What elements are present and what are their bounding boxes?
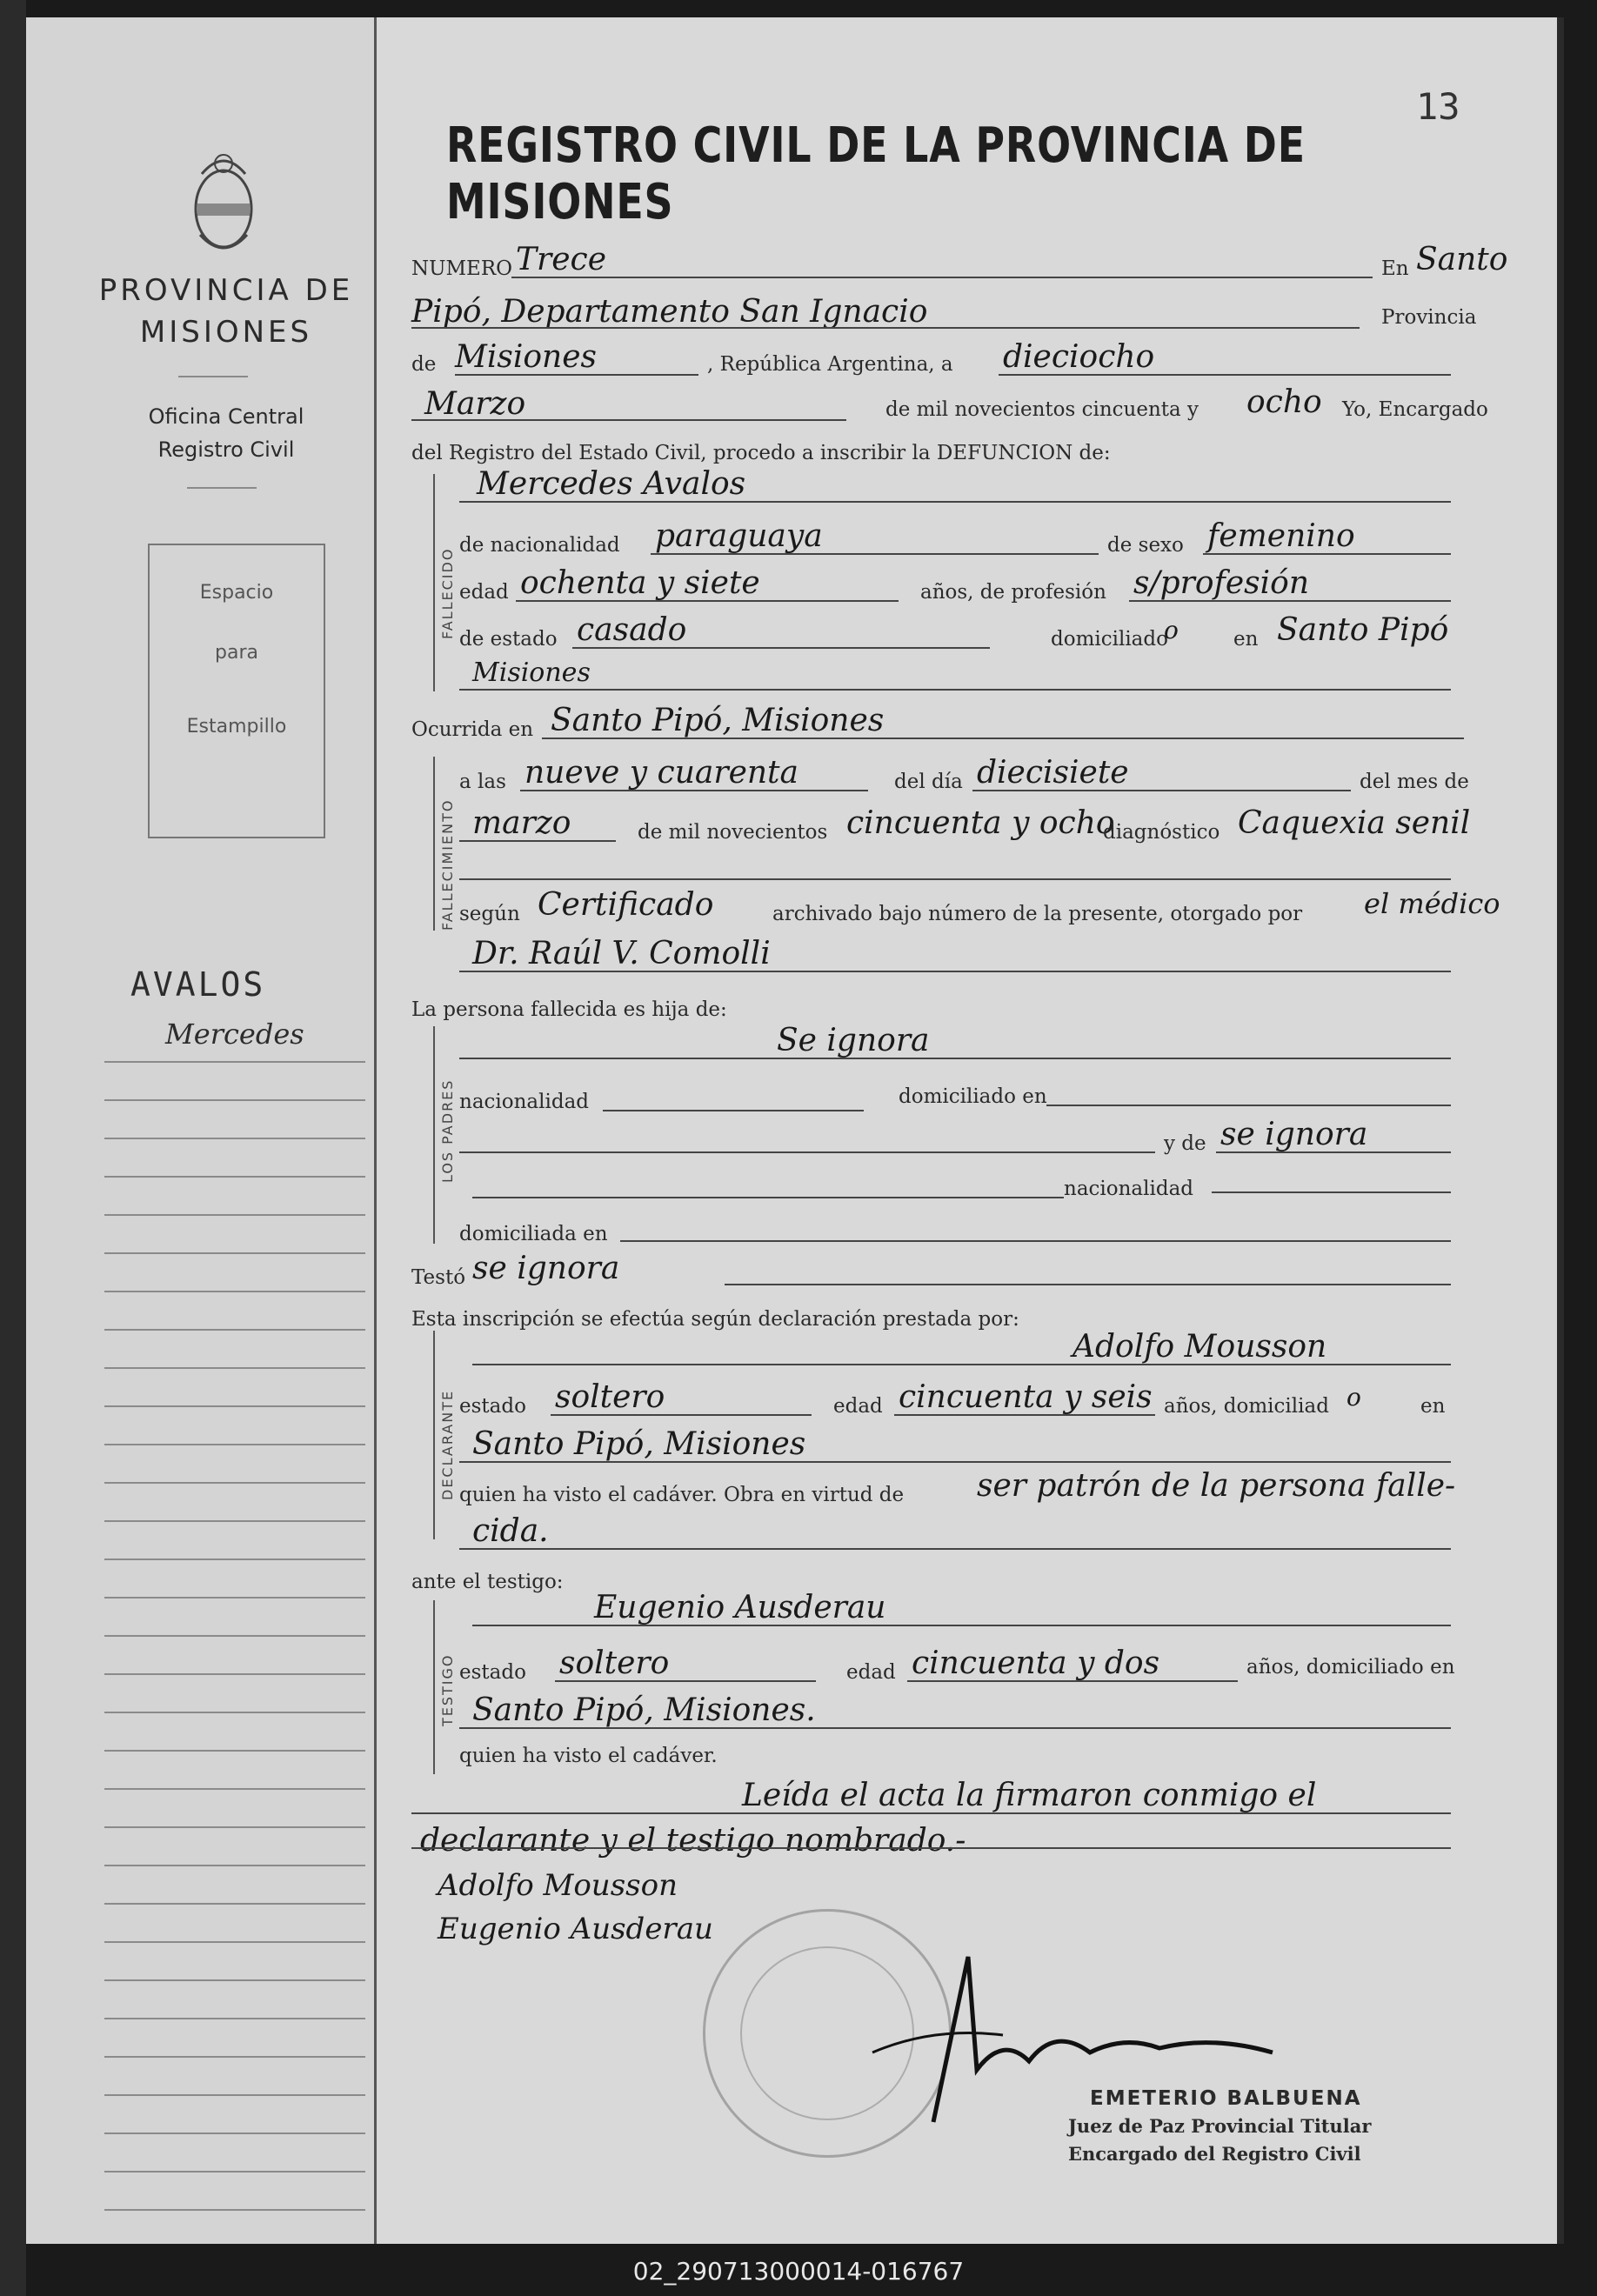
rule — [459, 1461, 1451, 1463]
rule — [1216, 1151, 1451, 1153]
intro-text: del Registro del Estado Civil, procedo a inscribir la DEFUNCION de: — [411, 442, 1111, 464]
margin-given-name: Mercedes — [165, 1018, 304, 1051]
profesion-label: años, de profesión — [920, 581, 1106, 604]
margin-ruled-line — [104, 1558, 365, 1560]
testigo-anios-label: años, domiciliado en — [1246, 1656, 1455, 1679]
declarante-edad-value: cincuenta y seis — [899, 1379, 1153, 1415]
office-line-2: Registro Civil — [157, 437, 295, 462]
declarante-signature: Adolfo Mousson — [438, 1868, 678, 1903]
rule — [516, 600, 899, 602]
stamp-label-3: Estampillo — [186, 716, 287, 738]
estado-value: casado — [577, 612, 687, 648]
margin-ruled-line — [104, 2171, 365, 2173]
segun-label: según — [459, 903, 520, 925]
rule — [411, 327, 1360, 329]
testigo-edad-label: edad — [846, 1661, 896, 1684]
place-value: Pipó, Departamento San Ignacio — [411, 294, 928, 330]
rule — [725, 1284, 1451, 1285]
margin-ruled-line — [104, 1712, 365, 1713]
year-value: ocho — [1246, 384, 1322, 420]
rule — [551, 1414, 812, 1416]
declarante-virtud: ser patrón de la persona falle- — [977, 1468, 1456, 1504]
margin-ruled-line — [104, 2018, 365, 2019]
yo-label: Yo, Encargado — [1342, 398, 1488, 421]
margin-ruled-line — [104, 1597, 365, 1599]
rule — [459, 1058, 1451, 1059]
rule — [894, 1414, 1155, 1416]
ocurrida-label: Ocurrida en — [411, 718, 534, 741]
declarante-intro: Esta inscripción se efectúa según declaración prestada por: — [411, 1308, 1019, 1331]
edad-value: ochenta y siete — [520, 565, 760, 601]
rule — [411, 1812, 1451, 1814]
declarante-name: Adolfo Mousson — [1072, 1329, 1327, 1365]
margin-ruled-line — [104, 2132, 365, 2134]
en-label: En — [1381, 257, 1409, 280]
medico-value: Dr. Raúl V. Comolli — [472, 936, 771, 971]
rule — [1203, 553, 1451, 555]
rule — [603, 1110, 864, 1111]
nacionalidad-label: de nacionalidad — [459, 534, 620, 557]
rule — [555, 1680, 816, 1682]
otorgado-value: el médico — [1364, 887, 1500, 920]
domiciliado-label: domiciliado — [1051, 628, 1168, 651]
left-margin-column — [26, 17, 377, 2244]
margin-ruled-line — [104, 1750, 365, 1752]
segun-value: Certificado — [538, 887, 714, 923]
margin-ruled-line — [104, 1903, 365, 1905]
margin-ruled-line — [104, 1291, 365, 1292]
testigo-intro: ante el testigo: — [411, 1571, 564, 1593]
mes-value: marzo — [472, 805, 571, 841]
margin-ruled-line — [104, 2094, 365, 2096]
province-line-2: MISIONES — [139, 315, 313, 350]
rule — [411, 419, 846, 421]
rule — [651, 553, 1099, 555]
madre-domiciliada-label: domiciliada en — [459, 1223, 608, 1245]
provincia-label: Provincia — [1381, 306, 1477, 329]
declarante-section-label: DECLARANTE — [439, 1389, 456, 1500]
testigo-signature: Eugenio Ausderau — [438, 1912, 713, 1946]
edad-label: edad — [459, 581, 509, 604]
hora-label: a las — [459, 771, 506, 793]
rule — [1046, 1105, 1451, 1106]
section-bracket — [433, 757, 435, 931]
republica-label: , República Argentina, a — [707, 353, 953, 376]
sexo-label: de sexo — [1107, 534, 1184, 557]
margin-ruled-line — [104, 1405, 365, 1407]
national-coat-of-arms-icon — [184, 139, 263, 261]
book-spine — [0, 0, 26, 2296]
stamp-label-2: para — [215, 642, 258, 664]
numero-label: NUMERO — [411, 257, 513, 280]
office-heading — [122, 400, 331, 466]
profesion-value: s/profesión — [1133, 565, 1310, 601]
margin-ruled-line — [104, 1176, 365, 1178]
rule — [459, 501, 1451, 503]
margin-ruled-line — [104, 1826, 365, 1828]
dia-value: diecisiete — [977, 755, 1129, 791]
rule — [459, 1727, 1451, 1729]
province-line-1: PROVINCIA DE — [98, 273, 354, 308]
domicilio-value: Santo Pipó — [1277, 612, 1449, 648]
rule — [455, 374, 698, 376]
margin-ruled-line — [104, 1252, 365, 1254]
margin-ruled-line — [104, 1099, 365, 1101]
domicilio-value-2: Misiones — [472, 657, 591, 688]
y-de-label: y de — [1164, 1132, 1206, 1155]
rule — [572, 647, 990, 649]
margin-ruled-line — [104, 1979, 365, 1981]
page-title: REGISTRO CIVIL DE LA PROVINCIA DE MISIONES — [446, 117, 1306, 230]
anio-value: cincuenta y ocho — [846, 805, 1115, 841]
closing-line-2: declarante y el testigo nombrado.- — [420, 1823, 966, 1859]
rule — [1212, 1191, 1451, 1193]
margin-surname: AVALOS — [130, 965, 266, 1004]
testo-value: se ignora — [472, 1251, 620, 1286]
nacionalidad-value: paraguaya — [655, 518, 823, 554]
archivado-label: archivado bajo número de la presente, otorgado por — [772, 903, 1303, 925]
declarante-edad-label: edad — [833, 1395, 883, 1418]
margin-ruled-line — [104, 1941, 365, 1943]
declarante-dom-suffix: o — [1346, 1383, 1361, 1412]
sexo-value: femenino — [1207, 518, 1355, 554]
en-label-2: en — [1233, 628, 1259, 651]
padre-value: Se ignora — [777, 1023, 930, 1058]
ocurrida-value: Santo Pipó, Misiones — [551, 703, 885, 738]
margin-ruled-line — [104, 1061, 365, 1063]
rule — [472, 1364, 1451, 1365]
rule — [459, 840, 616, 842]
hora-value: nueve y cuarenta — [525, 755, 798, 791]
dia-label: del día — [894, 771, 963, 793]
official-title-1: Juez de Paz Provincial Titular — [1068, 2115, 1372, 2137]
margin-ruled-line — [104, 1367, 365, 1369]
testo-label: Testó — [411, 1266, 466, 1289]
section-bracket — [433, 1600, 435, 1774]
diagnostico-label: diagnóstico — [1103, 821, 1220, 844]
declarante-visto-label: quien ha visto el cadáver. Obra en virtud de — [459, 1484, 905, 1506]
month-value: Marzo — [424, 386, 526, 422]
province-value: Misiones — [455, 339, 598, 375]
rule — [459, 878, 1451, 880]
official-name: EMETERIO BALBUENA — [1090, 2087, 1362, 2110]
stamp-space-box — [148, 544, 325, 838]
death-record-form — [377, 17, 1557, 2244]
stamp-label-1: Espacio — [199, 582, 274, 604]
rule — [472, 1625, 1451, 1626]
mes-label: del mes de — [1360, 771, 1469, 793]
page-number: 13 — [1416, 85, 1460, 128]
divider — [178, 376, 248, 377]
margin-ruled-line — [104, 1444, 365, 1445]
margin-ruled-line — [104, 1673, 365, 1675]
de-label: de — [411, 353, 437, 376]
anio-label: de mil novecientos — [638, 821, 828, 844]
rule — [459, 1151, 1155, 1153]
official-title-2: Encargado del Registro Civil — [1068, 2143, 1361, 2165]
declarante-en-label: en — [1420, 1395, 1446, 1418]
declarante-anios-label: años, domiciliad — [1164, 1395, 1329, 1418]
testigo-visto-label: quien ha visto el cadáver. — [459, 1745, 718, 1767]
rule — [1129, 600, 1451, 602]
testigo-edad-value: cincuenta y dos — [912, 1645, 1160, 1681]
rule — [459, 1548, 1451, 1550]
rule — [907, 1680, 1238, 1682]
rule — [972, 790, 1351, 791]
declarante-virtud-2: cida. — [472, 1513, 549, 1549]
testigo-name: Eugenio Ausderau — [594, 1590, 886, 1625]
numero-value: Trece — [516, 242, 606, 277]
province-heading — [87, 270, 365, 353]
margin-ruled-line — [104, 1214, 365, 1216]
padres-intro: La persona fallecida es hija de: — [411, 998, 727, 1021]
fallecido-section-label: FALLECIDO — [439, 547, 456, 639]
testigo-estado-label: estado — [459, 1661, 526, 1684]
rule — [520, 790, 868, 791]
margin-ruled-line — [104, 1865, 365, 1866]
section-bracket — [433, 474, 435, 691]
section-bracket — [433, 1026, 435, 1244]
image-id-caption: 02_290713000014-016767 — [632, 2257, 965, 2286]
en-value: Santo — [1416, 242, 1508, 277]
testigo-domicilio: Santo Pipó, Misiones. — [472, 1692, 816, 1728]
margin-ruled-line — [104, 1482, 365, 1484]
testigo-section-label: TESTIGO — [439, 1653, 456, 1726]
rule — [999, 374, 1451, 376]
rule — [472, 1197, 1064, 1198]
declarante-domicilio: Santo Pipó, Misiones — [472, 1426, 806, 1462]
declarante-estado-label: estado — [459, 1395, 526, 1418]
madre-nacionalidad-label: nacionalidad — [1064, 1178, 1194, 1200]
margin-ruled-line — [104, 2056, 365, 2058]
declarante-estado-value: soltero — [555, 1379, 665, 1415]
deceased-name: Mercedes Avalos — [477, 466, 746, 502]
fallecimiento-section-label: FALLECIMIENTO — [439, 798, 456, 931]
padre-nacionalidad-label: nacionalidad — [459, 1091, 590, 1113]
margin-ruled-line — [104, 1520, 365, 1522]
padre-domiciliado-label: domiciliado en — [899, 1085, 1047, 1108]
padres-section-label: LOS PADRES — [439, 1078, 456, 1183]
rule — [459, 971, 1451, 972]
diagnostico-value: Caquexia senil — [1238, 805, 1471, 841]
section-bracket — [433, 1331, 435, 1539]
year-label: de mil novecientos cincuenta y — [885, 398, 1199, 421]
office-line-1: Oficina Central — [148, 404, 304, 429]
register-page — [26, 17, 1564, 2244]
rule — [542, 738, 1464, 739]
rule — [459, 689, 1451, 691]
estado-label: de estado — [459, 628, 558, 651]
margin-ruled-line — [104, 1788, 365, 1790]
testigo-estado-value: soltero — [559, 1645, 670, 1681]
margin-ruled-line — [104, 1635, 365, 1637]
margin-ruled-line — [104, 1138, 365, 1139]
margin-ruled-line — [104, 1329, 365, 1331]
closing-line-1: Leída el acta la firmaron conmigo el — [742, 1778, 1317, 1813]
divider — [187, 487, 257, 489]
madre-value: se ignora — [1220, 1117, 1368, 1152]
domiciliado-suffix: o — [1164, 616, 1179, 644]
day-value: dieciocho — [1003, 339, 1155, 375]
rule — [620, 1240, 1451, 1242]
rule — [411, 1847, 1451, 1849]
rule — [511, 277, 1373, 278]
margin-ruled-line — [104, 2209, 365, 2211]
